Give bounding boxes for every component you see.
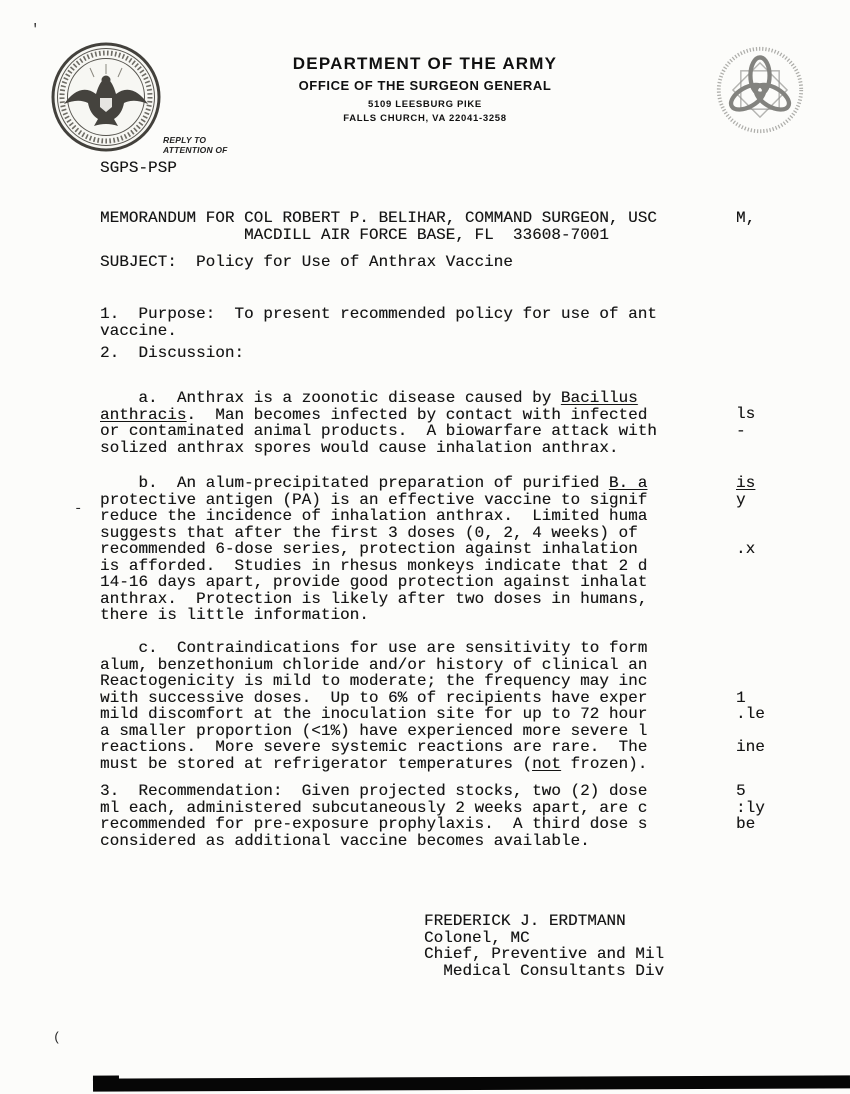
margin-fragment: ine — [736, 738, 765, 756]
office-symbol: SGPS-PSP — [100, 159, 177, 177]
paragraph-2c-contraindications: c. Contraindications for use are sensitivity to form alum, benzethonium chloride and/or history of clinical an Reactogenicity is mild to moderate; the frequency may inc with successive doses. Up to 6% of recipients have exper mild discomfort at the inoculation site for up to 72 hour a smaller proportion (<1%) have experienced more severe l reactions. More severe systemic reactions are rare. The must be stored at refrigerator temperatures (not frozen). — [100, 639, 648, 773]
margin-fragment: M, — [736, 209, 756, 227]
reply-to-line1: REPLY TO — [163, 135, 207, 145]
scan-edge-bar — [93, 1075, 850, 1091]
margin-fragment: ls — [736, 405, 756, 423]
scan-artifact-paren: ( — [53, 1030, 61, 1045]
margin-fragment: be — [736, 815, 756, 833]
subject-line: SUBJECT: Policy for Use of Anthrax Vaccine — [100, 253, 513, 271]
paragraph-2a-anthrax: a. Anthrax is a zoonotic disease caused by Bacillus anthracis. Man becomes infected by contact with infected or contaminated animal products. A biowarfare attack with solized anthrax spores would cause inhalation anthrax. — [100, 389, 657, 457]
letterhead-address-1: 5109 LEESBURG PIKE — [368, 99, 482, 110]
letterhead — [230, 54, 620, 124]
scan-artifact-tick: ' — [31, 22, 40, 38]
paragraph-2-discussion: 2. Discussion: — [100, 344, 245, 362]
dod-eagle-seal-icon — [46, 40, 166, 156]
signature-block: FREDERICK J. ERDTMANN Colonel, MC Chief, Preventive and Mil Medical Consultants Div — [424, 912, 665, 980]
constitution-bicentennial-emblem-icon — [714, 44, 806, 136]
margin-fragment: 5 — [736, 782, 746, 800]
letterhead-address-2: FALLS CHURCH, VA 22041-3258 — [343, 113, 507, 124]
letterhead-office: OFFICE OF THE SURGEON GENERAL — [298, 78, 552, 93]
memo-for-block: MEMORANDUM FOR COL ROBERT P. BELIHAR, COMMAND SURGEON, USC MACDILL AIR FORCE BASE, FL 33608-7001 — [100, 209, 657, 244]
paragraph-2b-vaccine: b. An alum-precipitated preparation of purified B. a protective antigen (PA) is an effective vaccine to signif reduce the incidence of inhalation anthrax. Limited huma suggests that after the first 3 doses (0, 2, 4 weeks) of recommended 6-dose series, protection against inhalation is afforded. Studies in rhesus monkeys indicate that 2 d 14-16 days apart, provide good protection against inhalat anthrax. Protection is likely after two doses in humans, there is little information. — [100, 474, 648, 624]
margin-fragment: is — [736, 474, 756, 492]
paragraph-1-purpose: 1. Purpose: To present recommended policy for use of ant vaccine. — [100, 305, 657, 340]
margin-fragment: - — [736, 422, 746, 440]
margin-fragment: y — [736, 491, 746, 509]
scan-artifact-dash: - — [74, 501, 83, 517]
margin-fragment: 1 — [736, 689, 746, 707]
reply-to-line2: ATTENTION OF — [163, 145, 228, 155]
letterhead-department: DEPARTMENT OF THE ARMY — [292, 54, 558, 73]
reply-to-block — [163, 135, 228, 155]
margin-fragment: .x — [736, 540, 756, 558]
margin-fragment: .le — [736, 705, 765, 723]
paragraph-3-recommendation: 3. Recommendation: Given projected stocks, two (2) dose ml each, administered subcutaneously 2 weeks apart, are c recommended for pre-exposure prophylaxis. A third dose s considered as additional vaccine becomes available. — [100, 782, 648, 850]
margin-fragment: :ly — [736, 799, 765, 817]
